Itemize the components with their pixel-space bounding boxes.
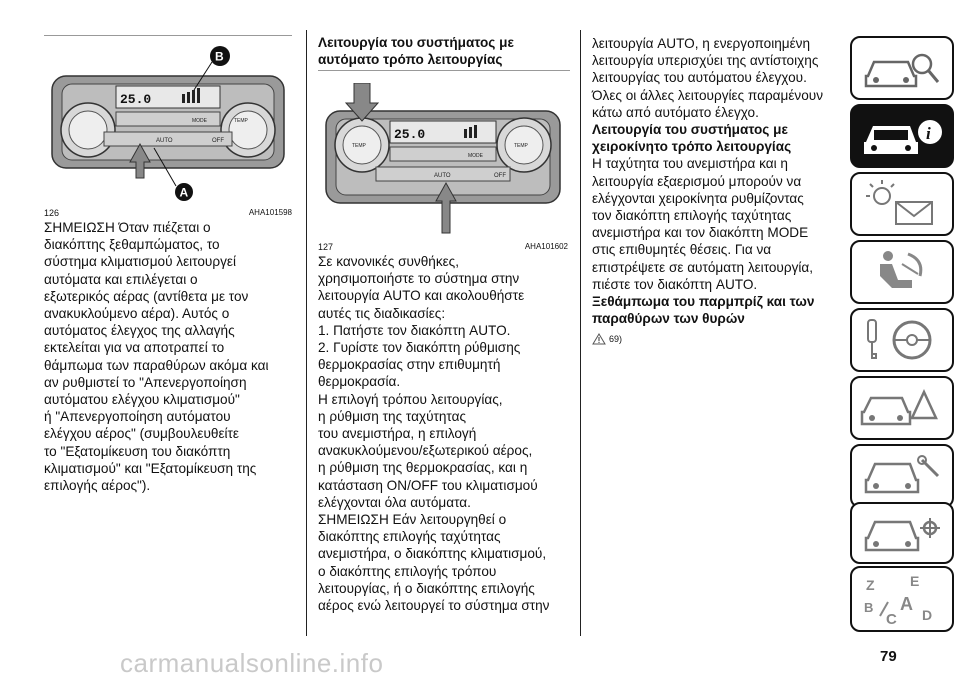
column-divider-2: [580, 30, 581, 636]
text-line: ΣΗΜΕΙΩΣΗ Όταν πιέζεται ο: [44, 220, 211, 235]
figure1-auto-label: AUTO: [156, 138, 173, 144]
figure2-number: 127: [318, 242, 334, 252]
warning-ref-number: 69): [609, 334, 623, 344]
text-line: αυτόματου ελέγχου κλιματισμού": [44, 392, 240, 408]
text-line: διακόπτης ξεθαμπώματος, το: [44, 237, 220, 253]
text-line: τον διακόπτη επιλογής ταχύτητας: [592, 208, 792, 224]
text-line: Σε κανονικές συνθήκες,: [318, 254, 460, 269]
text-line: Η επιλογή τρόπου λειτουργίας,: [318, 391, 503, 407]
figure1-caption: [44, 208, 292, 218]
figure2-off-label: OFF: [494, 173, 506, 179]
climate-panel-figure-127: [318, 83, 568, 238]
column-3-text: [592, 35, 842, 327]
text-line: το "Εξατομίκευση του διακόπτη: [44, 443, 231, 459]
callout-a-label: A: [179, 185, 189, 200]
text-line: αυτές τις διαδικασίες:: [318, 305, 446, 321]
text-line: ανακυκλούμενο αέρα). Αυτός ο: [44, 306, 230, 322]
figure1-display-text: 25.0: [120, 92, 152, 107]
svg-text:D: D: [922, 607, 933, 623]
column-1-text: [44, 219, 294, 494]
text-line: λειτουργία AUTO, η ενεργοποιημένη: [592, 36, 811, 51]
text-line: ο διακόπτης επιλογής τρόπου: [318, 563, 497, 579]
svg-text:E: E: [910, 573, 920, 589]
heading-line: αυτόματο τρόπο λειτουργίας: [318, 52, 503, 68]
figure1-mode-label: MODE: [192, 118, 207, 124]
text-line: διακόπτης επιλογής ταχύτητας: [318, 529, 501, 545]
page-number: 79: [880, 648, 897, 665]
car-info-icon: [858, 110, 946, 162]
callout-b-label: B: [215, 49, 224, 64]
warning-reference: [592, 333, 622, 345]
svg-text:Z: Z: [866, 577, 875, 593]
text-line: λειτουργία υπερισχύει της αντίστοιχης: [592, 53, 819, 69]
key-steering-wheel-icon: [858, 314, 946, 366]
figure2-temp-left: TEMP: [352, 143, 366, 149]
text-line: αέρος ενώ λειτουργεί το σύστημα στην: [318, 598, 550, 614]
text-line: αν ρυθμιστεί το "Απενεργοποίηση: [44, 374, 247, 390]
figure2-temp-right: TEMP: [514, 143, 528, 149]
section-heading-auto-mode: [318, 34, 570, 68]
figure2-code: AHA101602: [524, 242, 568, 251]
text-line: θερμοκρασία.: [318, 374, 401, 390]
sidebar-tab-technical-data[interactable]: [850, 502, 954, 564]
text-line: αυτόματος έλεγχος της αλλαγής: [44, 323, 235, 339]
text-line: ή "Απενεργοποίηση αυτόματου: [44, 409, 231, 425]
text-line: σύστημα κλιματισμού λειτουργεί: [44, 254, 236, 270]
heading-line: Λειτουργία του συστήματος με: [592, 122, 788, 138]
sidebar-tab-getting-to-know-car[interactable]: [850, 36, 954, 100]
section-heading-manual-mode: [592, 121, 842, 155]
climate-panel-figure-126: [44, 36, 292, 202]
figure1-off-label: OFF: [212, 138, 224, 144]
car-search-icon: [858, 42, 946, 94]
figure2-display-text: 25.0: [394, 127, 426, 142]
seat-airbag-icon: [858, 246, 946, 298]
figure2-mode-label: MODE: [468, 153, 483, 159]
text-line: λειτουργίας του αυτόματου έλεγχου.: [592, 70, 807, 86]
text-line: του ανεμιστήρα, η επιλογή: [318, 426, 477, 442]
svg-text:C: C: [886, 611, 897, 628]
text-line: Η ταχύτητα του ανεμιστήρα και η: [592, 156, 788, 172]
watermark: carmanualsonline.info: [120, 648, 384, 678]
column-divider-1: [306, 30, 307, 636]
section-heading-defrost: [592, 293, 842, 327]
figure1-number: 126: [44, 208, 60, 218]
text-line: θάμπωμα των παραθύρων ακόμα και: [44, 357, 269, 373]
svg-text:A: A: [900, 594, 913, 614]
text-line: θερμοκρασίας στην επιθυμητή: [318, 357, 501, 373]
text-line: στις επιθυμητές θέσεις. Για να: [592, 242, 772, 258]
svg-text:i: i: [926, 124, 931, 143]
heading-line: χειροκίνητο τρόπο λειτουργίας: [592, 139, 792, 155]
text-line: εξωτερικός αέρας (αντίθετα με τον: [44, 288, 249, 304]
heading-line: παραθύρων των θυρών: [592, 311, 745, 327]
text-line: ελέγχου αέρος" (συμβουλευθείτε: [44, 426, 239, 442]
text-line: ΣΗΜΕΙΩΣΗ Εάν λειτουργηθεί ο: [318, 512, 507, 528]
text-line: λειτουργία εξαερισμού μπορούν να: [592, 173, 802, 189]
text-line: Όλες οι άλλες λειτουργίες παραμένουν: [592, 87, 824, 103]
figure1-temp-label: TEMP: [234, 118, 248, 124]
text-line: λειτουργία AUTO και ακολουθήστε: [318, 288, 525, 304]
text-line: αυτόματα και επιλέγεται ο: [44, 271, 198, 287]
sidebar-tab-starting-driving[interactable]: [850, 308, 954, 372]
text-line: κάτω από αυτόματο έλεγχο.: [592, 104, 759, 120]
text-line: κατάσταση ON/OFF του κλιματισμού: [318, 477, 538, 493]
text-line: η ρύθμιση της ταχύτητας: [318, 408, 467, 424]
sidebar-tab-emergency[interactable]: [850, 376, 954, 440]
text-line: 2. Γυρίστε τον διακόπτη ρύθμισης: [318, 340, 521, 356]
text-line: η ρύθμιση της θερμοκρασίας, και η: [318, 460, 528, 476]
figure2-auto-label: AUTO: [434, 173, 451, 179]
heading-line: Λειτουργία του συστήματος με: [318, 35, 514, 50]
text-line: χρησιμοποιήστε το σύστημα στην: [318, 271, 520, 287]
text-line: ελέγχονται όλα αυτόματα.: [318, 494, 471, 510]
sidebar-tab-index[interactable]: [850, 566, 954, 632]
warning-triangle-icon: [592, 333, 606, 345]
text-line: 1. Πατήστε τον διακόπτη AUTO.: [318, 322, 511, 338]
heading-underline: [318, 70, 570, 71]
text-line: ανεμιστήρα, ο διακόπτης κλιματισμού,: [318, 546, 547, 562]
figure1-code: AHA101598: [248, 208, 292, 217]
sidebar-tab-controls[interactable]: [850, 104, 954, 168]
technical-data-icon: [858, 508, 946, 560]
figure2-caption: [318, 242, 568, 252]
sidebar-tab-warning-lights[interactable]: [850, 172, 954, 236]
text-line: ελέγχονται χειροκίνητα ρυθμίζοντας: [592, 190, 804, 206]
column-2-text: [318, 253, 570, 614]
car-breakdown-icon: [858, 382, 946, 434]
text-line: εκτελείται για να αποτραπεί το: [44, 340, 225, 356]
heading-line: Ξεθάμπωμα του παρμπρίζ και των: [592, 294, 815, 310]
text-line: κλιματισμού" και "Εξατομίκευση της: [44, 460, 257, 476]
text-line: ανακυκλούμενου/εξωτερικού αέρος,: [318, 443, 533, 459]
svg-text:B: B: [864, 600, 874, 615]
sidebar-tab-maintenance[interactable]: [850, 444, 954, 508]
text-line: επιλογής αέρος").: [44, 478, 151, 494]
warning-lights-message-icon: [858, 178, 946, 230]
text-line: πιέστε τον διακόπτη AUTO.: [592, 276, 758, 292]
sidebar-tab-safety[interactable]: [850, 240, 954, 304]
text-line: λειτουργίας, ή ο διακόπτης επιλογής: [318, 580, 535, 596]
text-line: επιστρέψετε σε αυτόματη λειτουργία,: [592, 259, 814, 275]
text-line: ανεμιστήρα και τον διακόπτη MODE: [592, 225, 809, 241]
car-service-icon: [858, 450, 946, 502]
alphabetical-index-icon: [858, 572, 946, 628]
